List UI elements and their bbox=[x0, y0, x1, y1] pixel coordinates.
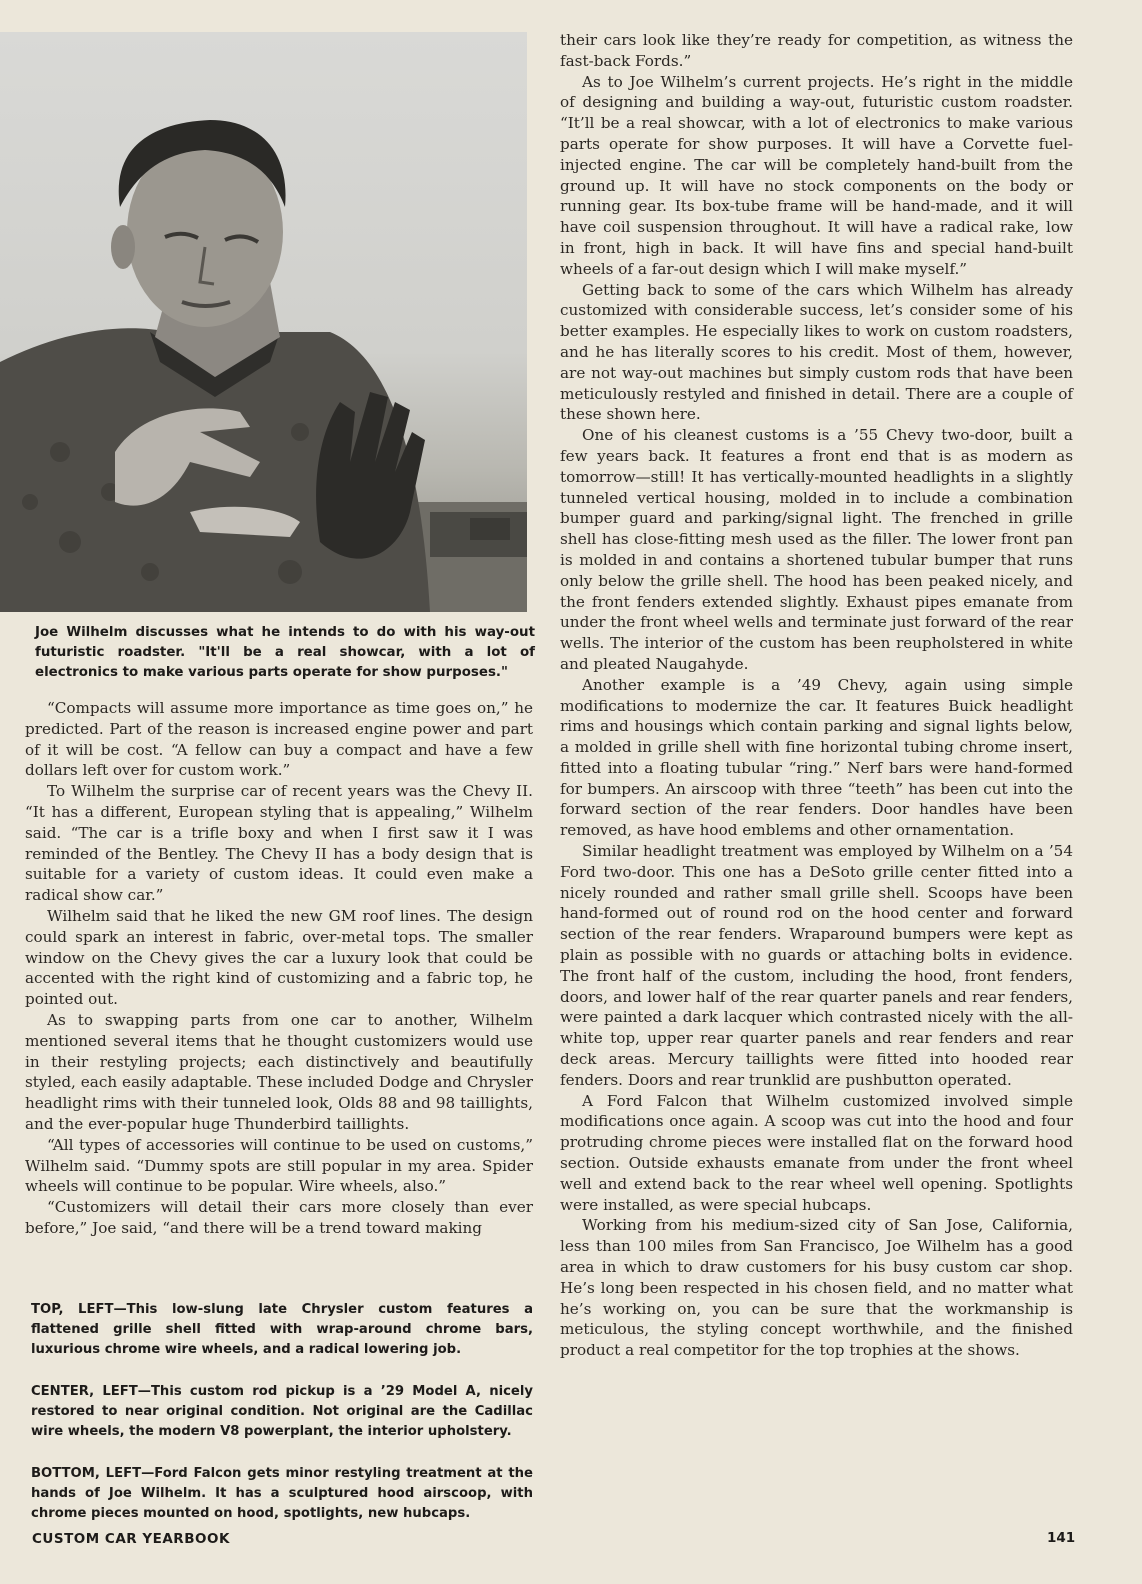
publication-title: CUSTOM CAR YEARBOOK bbox=[32, 1531, 230, 1547]
paragraph: One of his cleanest customs is a ’55 Chevy two-door, built a few years back. It features a front end that is as modern as tomorrow—still! It has vertically-mounted headlights in a slightly tunneled vertical housing, molded in to include a combination bumper guard and parking/signal light. The frenched in grille shell has close-fitting mesh used as the filler. The lower front pan is molded in and contains a shortened tubular bumper that runs only below the grille shell. The hood has been peaked nicely, and the front fenders extended slightly. Exhaust pipes emanate from under the front wheel wells and terminate just forward of the rear wells. The interior of the custom has been reupholstered in white and pleated Naugahyde. bbox=[560, 426, 1073, 673]
portrait-illustration bbox=[0, 32, 527, 612]
paragraph: “Compacts will assume more importance as time goes on,” he predicted. Part of the reason is increased engine power and part of it will be cost. “A fellow can buy a compact and have a few dollars left over for custom work.” bbox=[25, 699, 533, 780]
paragraph: To Wilhelm the surprise car of recent years was the Chevy II. “It has a different, European styling that is appealing,” Wilhelm said. “The car is a trifle boxy and when I first saw it I was reminded of the Bentley. The Chevy II has a body design that is suitable for a variety of custom ideas. It could even make a radical show car.” bbox=[25, 782, 533, 905]
paragraph: As to Joe Wilhelm’s current projects. He’s right in the middle of designing and building a way-out, futuristic custom roadster. “It’ll be a real showcar, with a lot of electronics to make various parts operate for show purposes. It will have a Corvette fuel-injected engine. The car will be completely hand-built from the ground up. It will have no stock components on the body or running gear. Its box-tube frame will be hand-made, and it will have coil suspension throughout. It will have a radical rake, low in front, high in back. It will have fins and special hand-built wheels of a far-out design which I will make myself.” bbox=[560, 72, 1073, 278]
paragraph: Wilhelm said that he liked the new GM roof lines. The design could spark an interest in fabric, over-metal tops. The smaller window on the Chevy gives the car a luxury look that could be accented with the right kind of customizing and a fabric top, he pointed out. bbox=[25, 906, 533, 1009]
paragraph: Similar headlight treatment was employed by Wilhelm on a ’54 Ford two-door. This one has a DeSoto grille center fitted into a nicely rounded and rather small grille shell. Scoops have been hand-formed out of round rod on the hood center and forward section of the rear fenders. Wraparound bumpers were kept as plain as possible with no guards or attaching bolts in evidence. The front half of the custom, including the hood, front fenders, doors, and lower half of the rear quarter panels and rear fenders, were painted a dark lacquer which contrasted nicely with the all-white top, upper rear quarter panels and rear fenders and rear deck areas. Mercury taillights were fitted into hooded rear fenders. Doors and rear trunklid are pushbutton operated. bbox=[560, 842, 1073, 1089]
figure-captions bbox=[31, 1300, 533, 1546]
paragraph: Another example is a ’49 Chevy, again using simple modifications to modernize the car. It features Buick headlight rims and housings which contain parking and signal lights below, a molded in grille shell with fine horizontal tubing chrome insert, fitted into a floating tubular “ring.” Nerf bars were hand-formed for bumpers. An airscoop with three “teeth” has been cut into the forward section of the rear fenders. Door handles have been removed, as have hood emblems and other ornamentation. bbox=[560, 675, 1073, 840]
left-column bbox=[25, 698, 533, 1239]
paragraph: “Customizers will detail their cars more closely than ever before,” Joe said, “and there will be a trend toward making bbox=[25, 1198, 533, 1237]
portrait-photo bbox=[0, 32, 527, 612]
paragraph-continued: their cars look like they’re ready for competition, as witness the fast-back Fords.” bbox=[560, 31, 1073, 70]
figure-caption-top-left: TOP, LEFT—This low-slung late Chrysler custom features a flattened grille shell fitted with wrap-around chrome bars, luxurious chrome wire wheels, and a radical lowering job. bbox=[31, 1302, 533, 1357]
paragraph: Working from his medium-sized city of San Jose, California, less than 100 miles from San Francisco, Joe Wilhelm has a good area in which to draw customers for his busy custom car shop. He’s long been respected in his chosen field, and no matter what he’s working on, you can be sure that the workmanship is meticulous, the styling concept worthwhile, and the finished product a real competitor for the top trophies at the shows. bbox=[560, 1216, 1073, 1360]
photo-caption: Joe Wilhelm discusses what he intends to do with his way-out futuristic roadster. "It'll be a real showcar, with a lot of electronics to make various parts operate for show purposes." bbox=[35, 625, 535, 680]
paragraph: Getting back to some of the cars which Wilhelm has already customized with considerable success, let’s consider some of his better examples. He especially likes to work on custom roadsters, and he has literally scores to his credit. Most of them, however, are not way-out machines but simply custom rods that have been meticulously restyled and finished in detail. There are a couple of these shown here. bbox=[560, 280, 1073, 424]
right-column bbox=[560, 30, 1073, 1361]
figure-caption-center-left: CENTER, LEFT—This custom rod pickup is a ’29 Model A, nicely restored to near original condition. Not original are the Cadillac wire wheels, the modern V8 powerplant, the interior upholstery. bbox=[31, 1384, 533, 1439]
paragraph: A Ford Falcon that Wilhelm customized involved simple modifications once again. A scoop was cut into the hood and four protruding chrome pieces were installed flat on the forward hood section. Outside exhausts emanate from under the front wheel well and extend back to the rear wheel well opening. Spotlights were installed, as were special hubcaps. bbox=[560, 1091, 1073, 1214]
paragraph: As to swapping parts from one car to another, Wilhelm mentioned several items that he thought customizers would use in their restyling projects; each distinctively and beautifully styled, each easily adaptable. These included Dodge and Chrysler headlight rims with their tunneled look, Olds 88 and 98 taillights, and the ever-popular huge Thunderbird taillights. bbox=[25, 1010, 533, 1133]
figure-caption-bottom-left: BOTTOM, LEFT—Ford Falcon gets minor restyling treatment at the hands of Joe Wilhelm. It has a sculptured hood airscoop, with chrome pieces mounted on hood, spotlights, new hubcaps. bbox=[31, 1466, 533, 1521]
page-number: 141 bbox=[1047, 1530, 1076, 1546]
paragraph: “All types of accessories will continue to be used on customs,” Wilhelm said. “Dummy spots are still popular in my area. Spider wheels will continue to be popular. Wire wheels, also.” bbox=[25, 1135, 533, 1196]
